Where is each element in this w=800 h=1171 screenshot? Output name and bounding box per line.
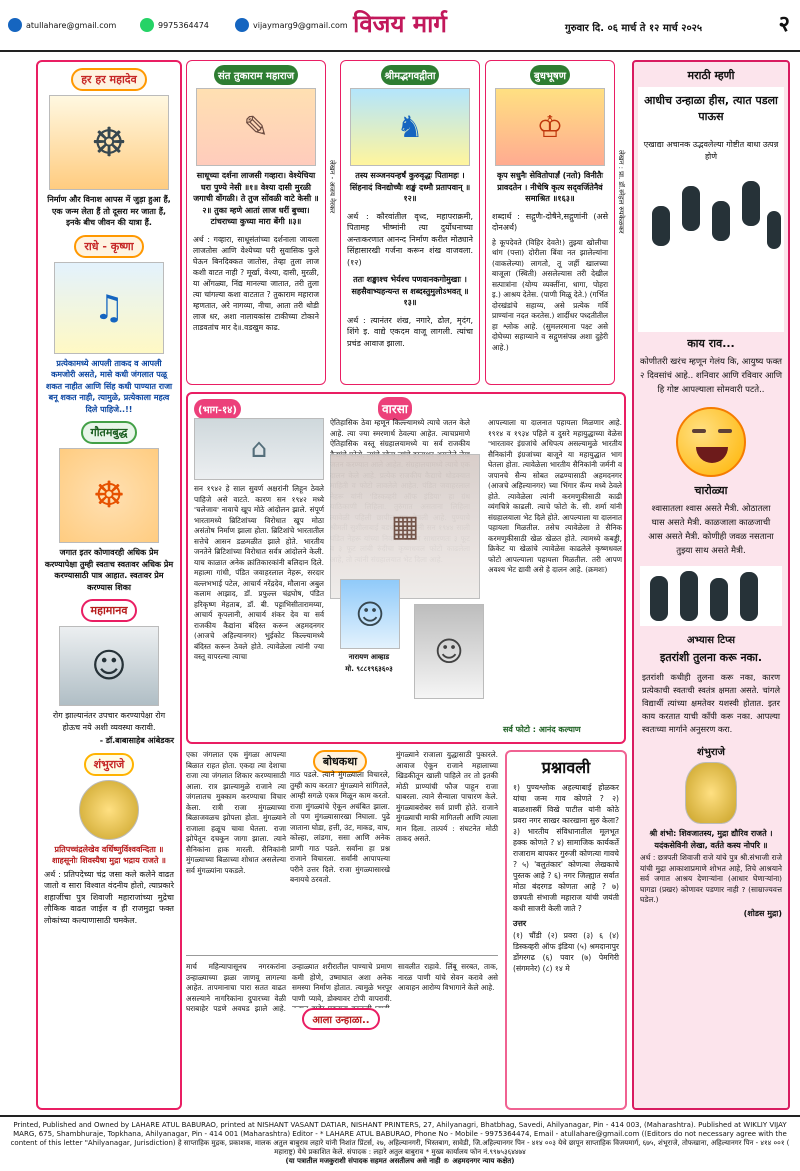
- gita-meaning2: अर्थ : त्यानंतर शंख, नगारे, ढोल, मृदंग, शिंगे इ. वाद्ये एकदम वाजू लागली. त्यांचा प्रचंड आवाज झाला.: [347, 315, 473, 348]
- shambhu-bold-right: श्री शंभो: शिवजातस्य, मुद्रा द्यौरिव राजते । यदंकसेविनी लेखा, वर्तते कस्य नोपरि ॥: [649, 829, 773, 850]
- tukaram-verse: साधूच्या दर्शना लाजसी गव्हारा। वेश्येचिया घरा पुण्ये नेसी ॥१॥ वेश्या दासी मुरळी जगाची वोंगळी। ते तुज सोंवळी वाटे केसी ॥२॥ तुका म्हणे आतां लाज धरीं बुच्चा। टांचराच्या कुच्या मारा बेंगी ॥३॥: [193, 171, 319, 226]
- shambhu-title-left: शंभुराजे: [84, 753, 135, 776]
- varsa-part: (भाग-१४): [194, 399, 241, 419]
- globe-icon: [235, 18, 249, 32]
- mahamanav-sign: - डॉ.बाबासाहेब आंबेडकर: [99, 736, 174, 745]
- emoji-wrap: [634, 407, 788, 477]
- budhbhushan-verse: कृप सधुनैः सेवितोपार्ज्ञं (नतो) विनीतैः प्रावदतेन । नीचेषि कृत्य सद्‌वर्जितेनैवं समाश्रित ॥१६३॥: [496, 171, 604, 203]
- right-column: [632, 60, 790, 1110]
- varsa-monument-image: ⌂: [194, 418, 324, 480]
- bodh-col1: एका जंगलात एक मुंगळा आपल्या बिळात राहत होता. एकदा त्या देशाचा राजा त्या जंगलात शिकार करण्यासाठी आला. रात्र झाल्यामुळे राजाने त्या जंगलातच मुक्काम करण्याचा विचार केला. रात्री राजा मुंगळ्याच्या बिळाजवळच झोपला होता. मुंगळ्याने राजाला हळूच चावा घेतला. राजा झोपेतून दचकून जागा झाला. त्याने सैनिकांना हाक मारली. सैनिकांनी मुंगळ्याच्या बिळाच्या शोधात असलेल्या सर्व मुंगळ्यांना पकडले.: [186, 750, 286, 875]
- buddha-image: ☸: [59, 448, 159, 543]
- shambhu-sign-right: (शोडस मुद्रा): [743, 908, 782, 918]
- marathi-title: मराठी म्हणी: [687, 69, 735, 82]
- quiz-answers-label: उत्तर: [513, 919, 527, 928]
- jump-silhouettes: [642, 176, 780, 286]
- charoli-text: श्वासातला श्वास असते मैत्री. ओठातला घास असते मैत्री. काळजाला काळजाची आस असते मैत्री. कोणीही जवळ नसताना तुझ्या साथ असते मैत्री.: [648, 504, 774, 556]
- masthead: [320, 4, 480, 48]
- har-title: हर हर महादेव: [71, 68, 147, 91]
- shambhu-text-left: अर्थ : प्रतिपदेच्या चंद्र जसा कले कलेने वाढत जातो व सारा विश्वात वंदनीय होतो, त्याप्रकारे शहाजींचा पुत्र शिवाजी महाराजांच्या मुद्रेचा लौकिक वाढत जाईल व ही राजमुद्रा फक्त लोकांच्या कल्याणासाठी चमकेल.: [44, 869, 174, 925]
- abhyas-head: इतरांशी तुलना करू नका.: [659, 651, 763, 664]
- krishna-image: ♫: [54, 262, 164, 354]
- page-number: २: [778, 12, 790, 37]
- phone-text[interactable]: 9975364474: [158, 20, 209, 30]
- masthead-title: विजय मार्ग: [353, 9, 447, 38]
- phone-contact: [140, 18, 209, 32]
- mahila-title: आला उन्हाळा..: [302, 1008, 379, 1030]
- marathi-panel: [638, 87, 784, 332]
- footer: [0, 1115, 800, 1171]
- shambhu-bold-left: प्रतिपच्चंद्रलेखेव वर्धिष्णुर्विश्ववन्दिता ॥ शाहसूनोः शिवस्यैषा मुद्रा भद्राय राजते ॥: [52, 844, 166, 865]
- author-caption: नारायण आव्हाड मो. ९८८१९६३६०३: [345, 653, 393, 673]
- globe-icon: [8, 18, 22, 32]
- issue-date: गुरुवार दि. ०६ मार्च ते १२ मार्च २०२५: [565, 23, 703, 34]
- quiz-answers: (१) चौंडी (२) प्रवरा (३) ६ (४) डिस्कव्हरी ऑफ इंडिया (५) श्रमदानापुर डोंगरगढ (६) पवार (७) पेमगिरी (संगमनेर) (८) १४ मे: [513, 930, 619, 973]
- shambhu-text-right: अर्थ : छत्रपती शिवाजी राजे यांचे पुत्र श्री.संभाजी राजे यांची मुद्रा आकाशाप्रमाणे शोभत आहे, तिचे आश्रयाने सर्व जगात आश्रय देणाऱ्यांना (आधार घेणाऱ्यांना) घागडा (प्रखर) कोणावर पडणार नाही ? (साम्राज्यवत्त घडेल.): [640, 853, 782, 904]
- varsa-box: [186, 392, 626, 744]
- gautam-title: गौतमबुद्ध: [81, 421, 138, 444]
- proverb: आधीच उन्हाळा हीस, त्यात पडला पाऊस: [644, 94, 778, 123]
- radhe-title: राधे - कृष्णा: [74, 235, 143, 258]
- varsa-gallery-image: ▦: [330, 454, 480, 599]
- har-text: निर्माण और विनाश आपस में जुड़ा हुआ हैं, एक जन्म लेता हैं तो दूसरा मर जाता हैं, इनके बीच जीवन की यात्रा हैं.: [47, 195, 171, 227]
- tukaram-byline: लेखन - अजय नेरकर: [328, 160, 336, 214]
- footer-imprint: Printed, Published and Owned by LAHARE ATUL BABURAO, printed at NISHANT VASANT DATIAR, NISHANT PRINTERS, 27, Ahilyanagri, Bhatbhag, Savedi, Ahilyanagar, Pin - 414 003, (Maharashtra). Published at WIKLIY VIJAY MARG, 675, Shambhuraje, Topkhana, Ahilyanagar, Pin - 414 001 (Maharashtra) Editor - * LAHARE ATUL BABURAO, Phone No - Mobile - 9975364474, Email - atullahare@gmail.com ((Editors do not necessary agree with the content of this letter "Ahilyanagar, Jurisdiction) हे साप्ताहिक मुद्रक, प्रकाशक, मालक अतुल बाबुराव लहारे यांनी निशांत प्रिंटर्स, २७, अहिल्यानगरी, भिस्तबाग, सावेडी, जि.अहिल्यानगर पिन - ४१४ ००३ येथे छापून साप्ताहिक विजयमार्ग, ६७५, शंभूराजे, तोफखाना, अहिल्यानगर पिन - ४१४ ००१ ( महाराष्ट्र) येथे प्रकाशित केले. संपादक : लहारे अतुल बाबुराव * मुख्य कार्यालय फोन नं.९९७५३६४४७४: [10, 1121, 790, 1156]
- charoli-title: चारोळ्या: [694, 484, 728, 497]
- gita-meaning1: अर्थ : कौरवांतील वृध्द, महापराक्रमी, पितामह भीष्मांनी त्या दुर्योधनाच्या अन्तःकरणात आनन्द निर्माण करीत मोठ्याने सिंहासारखी गर्जना करून शंख वाजवला. (१२): [347, 211, 473, 267]
- mahamanav-title: महामानव: [81, 599, 138, 622]
- footer-disclaimer: (या पत्रातील मजकुराशी संपादक सहमत असतीलच असे नाही ® अहमदनगर न्याय कक्षेत): [285, 1157, 515, 1165]
- radhe-text: प्रत्येकामध्ये आपली ताकद व आपली कमजोरी असते, मासे कधी जंगलात पळू शकत नाहीत आणि सिंह कधी पाण्यात राजा बनू शकत नाही, त्यामुळे, प्रत्येकाला महत्व दिले पाहिजे..!!: [45, 358, 173, 414]
- abhyas-title: अभ्यास टिप्स: [687, 635, 735, 646]
- friends-silhouettes: [640, 566, 782, 626]
- kay-title: काय राव...: [687, 337, 735, 350]
- gita-verse: तस्य सञ्जनयन्हर्षं कुरुवृद्धः पितामहः । सिंहनादं विनद्योच्चैः शङ्खं दध्मौ प्रतापवान् ॥१२॥: [349, 171, 471, 203]
- gita-box: [340, 60, 480, 385]
- seal-image: [79, 780, 139, 840]
- abhyas-text: इतरांशी कधीही तुलना करू नका, कारण प्रत्येकाची स्वतःची स्वतंत्र क्षमता असते. चांगले विद्यार्थी त्यांच्या क्षमतेवर यशस्वी होतात. इतर काय करतात याची काँपी करू नका. आपल्या स्वतःच्या मार्गाने अनुसरण करा.: [642, 672, 780, 734]
- bodh-col3: मुंगळ्याने राजाला युद्धासाठी पुकारले. आवाज ऐकून राजाने महालाच्या खिडकीतून खाली पाहिले तर तो इतकी मोठी प्राण्यांची फौज पाहून राजा घाबरला. त्याने सैन्याला पाचारण केले. मुंगळ्याबरोबर सर्व प्राणी होते. राजाने मुंगळ्याची माफी मागितली आणि त्याला मान दिला. तात्पर्य : संघटनेत मोठी ताकद असते.: [396, 750, 498, 843]
- gita-title: श्रीमद्भगवद्गीता: [381, 65, 440, 85]
- gautam-text: जगात इतर कोणावरही अधिक प्रेम करण्यापेक्षा तुम्ही स्वतःच स्वतःवर अधिक प्रेम करण्यासाठी पात्र आहात. स्वतःवर प्रेम करण्यास शिका: [44, 548, 174, 592]
- email-text[interactable]: vijaymarg9@gmail.com: [253, 20, 348, 30]
- shambhu-title-right: शंभुराजे: [697, 747, 725, 758]
- budhbhushan-box: [485, 60, 615, 385]
- quiz-title: प्रश्नावली: [541, 758, 591, 777]
- kay-text: कोणीतरी खरंच म्हणून गेलंय कि, आयुष्य फक्त २ दिवसांचं आहे.. शनिवार आणि रविवार आणि हि गोष्ट आपल्याला सोमवारी पटते..: [640, 357, 783, 395]
- left-column: [36, 60, 182, 1110]
- varsa-credit: सर्व फोटो : आनंद कल्याण: [503, 725, 581, 734]
- gita-verse2: ततः शङ्खाश्च भेर्यश्च पणवानकगोमुखाः । सहसैवाभ्यहन्यन्त स शब्दस्तुमुलोऽभवत् ॥१३॥: [351, 275, 469, 307]
- bodh-divider: [186, 955, 498, 956]
- top-bar: [0, 0, 800, 52]
- author-photo: ☺: [340, 579, 400, 649]
- gita-image: ♞: [350, 88, 470, 166]
- website-text[interactable]: atullahare@gmail.com: [26, 20, 117, 30]
- proverb-text: एखाद्या अचानक उद्भवलेल्या गोष्टीत बाधा उत्पन्न होणे: [643, 140, 779, 161]
- varsa-portrait-image: ☺: [414, 604, 484, 699]
- budhbhushan-meaning: हे कूपदेवते (विहिर देवते!) तुझ्या खोलीचा थांग (पत्ता) दोरीला बिंवा नत झालेल्यांना (वाकलेल्या) लागतो, तू जर्ही खालच्या बाजूला (स्थिती) असलेल्यास तरी देखील सत्पात्रांना (योग्य व्यक्तींना, धागा, पोहरा इ.) आश्रय देतेस. (पाणी मिळू देते.) (गर्भित दोरखंडांचे सहाय्य, असे प्रत्येक गर्वि प्राण्यांना नदत करतेस.) शार्दीधर पध्दतीतील हा श्लोक आहे. (सुमलरमाना पक्ष्ट असे दोघेच्या सहाय्याने व सद्गुणसंपन्न अशा दुहेरी आहे.): [492, 237, 608, 352]
- budhbhushan-image: ♔: [495, 88, 605, 166]
- tukaram-image: ✎: [196, 88, 316, 166]
- mahamanav-text: रोग झाल्यानंतर उपचार करण्यापेक्षा रोग होऊच नये अशी व्यवस्था करावी.: [52, 711, 166, 732]
- budhbhushan-title: बुधभूषण: [530, 65, 570, 85]
- quiz-box: [505, 750, 627, 1110]
- varsa-col2: ऐतिहासिक ठेवा म्हणून किल्ल्यामध्ये त्याचे जतन केले आहे. त्या ज्या स्मरणार्थ ठेवल्या आहेत. त्याचप्रमाणे ऐतिहासिक वस्तू संग्रहालयामध्ये या सर्व राजकीय: [330, 418, 470, 448]
- varsa-col3: आपल्याला या दालनात पहायला मिळणार आहे. १९१४ व १९३४ पहिले व दुसरे महायुद्धाच्या वेळेस 'भारतावर इंग्रजांचे अधिपत्य असल्यामुळे भारतीय सैनिकांनी इंग्रजांच्या बाजूने या महायुद्धात भाग घेतला होता. त्यावेळेला भारतीय सैनिकांनी जर्मनी व जपानचे सैन्य सोबत लढण्यासाठी अहमदनगर (आजचे अहिल्यानगर) च्या भिंगार कॅम्प मध्ये ठेवले होते. त्यावेळेला त्यांनी करमणुकीसाठी काढी व्यंगचित्रे काढली. त्याचे फोटो के. सी. शर्मा यांनी संग्रहालयाला भेट दिले होते. आपल्याला या दालनात पहायला मिळतील. तसेच त्यावेळेला ते सैनिक करमणुकीसाठी खेळ खेळत होते. त्यामध्ये कबड्डी, क्रिकेट या खेळांचे त्यावेळेस काढलेले कृष्णधवल फोटो आपल्याला पहायला मिळतील. तरी आपण अवश्य भेट द्यावी असे हे दालन आहे. (क्रमशः): [488, 418, 622, 574]
- varsa-title: वारसा: [378, 397, 412, 420]
- budhbhushan-byline: लेखन : प्रा. डॉ.स्नेहल रुपकेळकर: [617, 150, 625, 234]
- bodhkatha-box: [186, 750, 501, 1110]
- bodh-title: बोधकथा: [313, 750, 367, 773]
- quiz-questions: १) पुण्यश्लोक अहल्याबाई होळकर यांचा जन्म गाव कोणते ? २) बाळशास्त्रीं विखे पाटील यांनी कोठे प्रवरा नगर साखर कारखाना सुरु केला? ३) भारतीय संविधानातील मूलभूत हक्क कोणते ? ४) सामाजिक कार्यकर्ते राजाराम बापकर गुरुजी कोणत्या गावचे ? ५) 'बलुतंकार' कोणत्या लेखकाचे पुस्तक आहे ? ६) नगर जिल्ह्यात सर्वात मोठा बंदरगड कोणता आहे ? ७) छत्रपती संभाजी महाराज यांची जयंती कधी साजरी केली जाते ?: [513, 783, 619, 913]
- shiva-image: ☸: [49, 95, 169, 190]
- bodh-col2: गाठ पडले. त्याने मुंगळ्याला विचारले, तुम्ही काय करता? मुंगळ्याने सांगितले, आम्ही सगळे एकत्र मिळून काम करतो. राजा मुंगळ्यांचे ऐकून अचंबित झाला. तो पण मुंगळ्यासारखा निघाला. पुढे जाताना घोडा, हत्ती, उंट, माकड, वाघ, कोल्हा, लांडगा, ससा आणि अनेक प्राणी गाठ पडले. सर्वांना हा प्रश्न राजाने विचारला. सर्वांनी आपापल्या परीने उत्तर दिले. राजा मुंगळ्यासारखे बनायचे ठरवतो.: [290, 770, 390, 884]
- tukaram-title: संत तुकाराम महाराज: [214, 65, 298, 85]
- laughing-emoji-icon: [676, 407, 746, 477]
- whatsapp-icon: [140, 18, 154, 32]
- tukaram-meaning: अर्थ : गव्हारा, साधूसंतांच्या दर्शनाला जायला लाजतोस आणि वेश्येच्या घरी सुवासिक फुले घेऊन बिनदिक्कत जातोस, तेव्हा तुला लाज कशी वाटत नाही ? मूर्खा, वेश्या, दासी, मुरळी, या ओंगळ्या, निंद्य मानल्या जातात, तरी तुला त्या चांगल्या कशा वाटतात ? तुकाराम महाराज म्हणतात, अरे नागव्या, नीचा, आता तरी थोडी लाज धर, अशा नालायकांस टाकीच्या टोकाने ताडवतांच मार दे॥.वडखुम काढ.: [193, 234, 319, 332]
- tukaram-box: [186, 60, 326, 385]
- ambedkar-image: ☺: [59, 626, 159, 706]
- website-contact: [8, 18, 116, 32]
- varsa-col1: सन १९४२ हे साल सुवर्ण अक्षरांनी लिहून ठेवले पाहिजे असे वाटते. कारण सन १९४२ मध्ये 'चलेजाव' नावाचे खूप मोठे आंदोलन झाले. संपूर्ण भारतामध्ये ब्रिटिशांच्या विरोधात खूप मोठा असंतोष निर्माण झाला होता. ब्रिटिशांचे भारतातील सत्तेचे आसन डळमळीत झाले होते. भारतीय जनतेने ब्रिटिशांच्या विरोधात सर्वत्र आंदोलने केली. याच काळात अनेक क्रांतिकारकांनी बलिदान दिले. महात्मा गांधी, पंडित जवाहरलाल नेहरू, सरदार वल्लभभाई पटेल, आचार्य नरेंद्रदेव, मौलाना अबुल कलाम आझाद, डॉ. प्रफुल्ल चंद्रघोष, पंडित हरिकृष्ण मेहताब, डॉ. बी. पट्टाभिसीतारामय्या, आचार्य कृपलानी, आचार्य शंकर देव या सर्व राजकीय कैद्यांना बंदिस्त करून अहमदनगर (आजचे अहिल्यानगर) भुईकोट किल्ल्यामध्ये बंदिस्त करून ठेवले होते. त्यावेळेला त्यांनी ज्या वस्तू वापरल्या त्याचा: [194, 484, 324, 661]
- budhbhushan-wordmeaning: शब्दार्थ : सद्गुणैः-दोषैने,सद्गुणांनी (असे दोनअर्थ): [492, 211, 608, 232]
- mahila-text: मार्च महिन्यापासूनच नगरकरांना उन्हाळ्याच्या झळा जाणवू लागल्या आहेत. तापमानाचा पारा सतत वाढत असल्याने नागरिकांना दुपारच्या वेळी घराबाहेर पडणे अवघड झाले आहे. उन्हाळ्यात शरीरातील पाण्याचे प्रमाण कमी होणे, उष्माघात अशा अनेक समस्या निर्माण होतात. त्यामुळे भरपूर पाणी प्यावे, डोक्यावर टोपी वापरावी. सावलीत राहावे. लिंबू सरबत, ताक, नारळ पाणी यांचे सेवन करावे असे आवाहन आरोग्य विभागाने केले आहे.: [186, 962, 498, 1013]
- seal-image-right: [685, 762, 737, 824]
